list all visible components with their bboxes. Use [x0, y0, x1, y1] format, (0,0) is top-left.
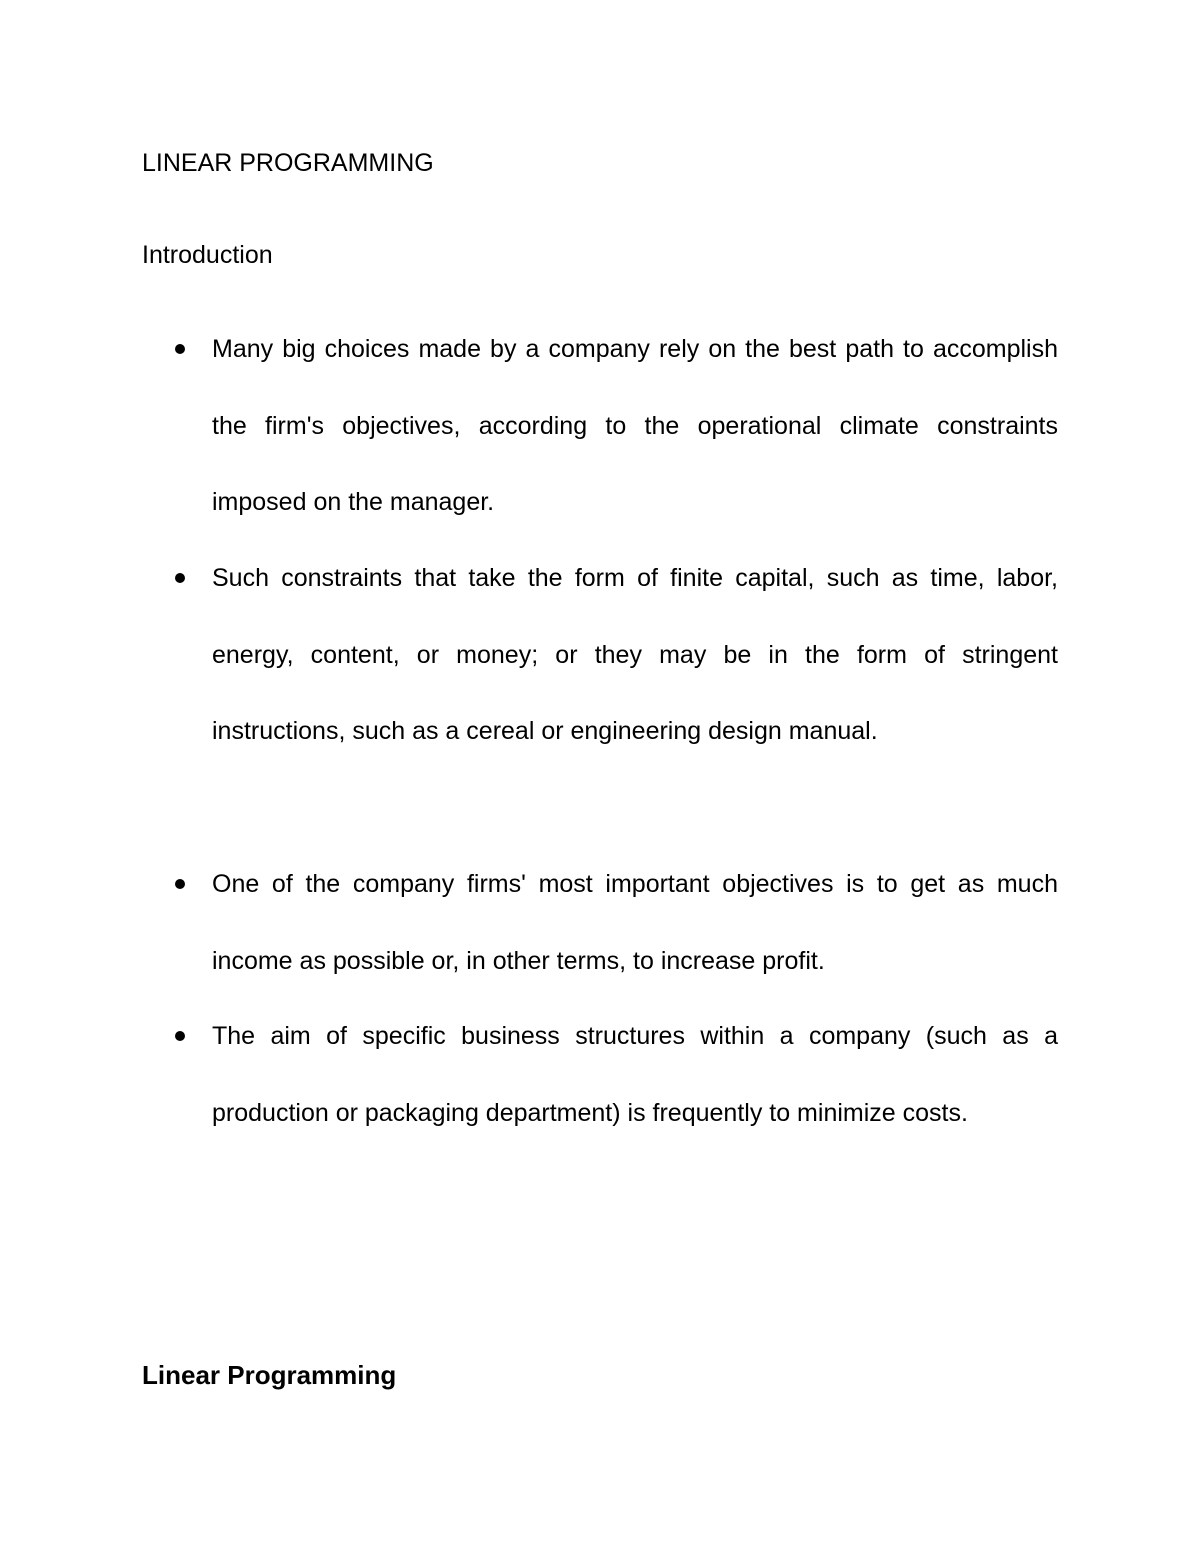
subheading-linear-programming: Linear Programming: [142, 1360, 397, 1390]
bullet-text: One of the company firms' most important objectives is to get as much income as possible or, in other terms, to increase profit.: [212, 870, 1058, 975]
document-title: LINEAR PROGRAMMING: [142, 149, 434, 177]
bullet-text: Many big choices made by a company rely on the best path to accomplish the firm's objectives, according to the operational climate constraints imposed on the manager.: [212, 335, 1058, 516]
bullet-text: The aim of specific business structures within a company (such as a production or packaging department) is frequently to minimize costs.: [212, 1022, 1058, 1127]
bullet-dot-icon: [175, 1031, 185, 1041]
bullet-text: Such constraints that take the form of finite capital, such as time, labor, energy, content, or money; or they may be in the form of stringent instructions, such as a cereal or engineering design manual.: [212, 564, 1058, 745]
bullet-dot-icon: [175, 344, 185, 354]
section-heading-introduction: Introduction: [142, 241, 273, 269]
bullet-dot-icon: [175, 573, 185, 583]
bullet-dot-icon: [175, 879, 185, 889]
